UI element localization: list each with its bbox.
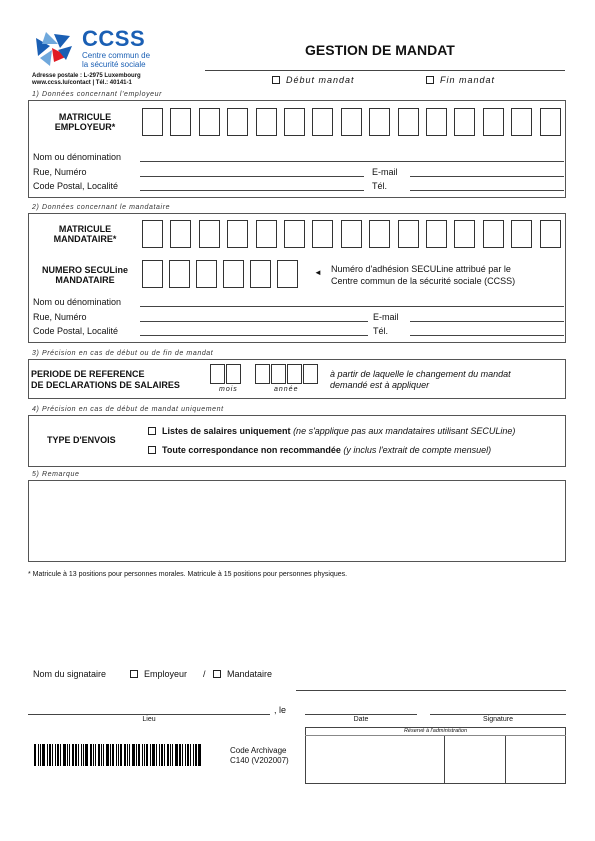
barcode-bar [112,744,114,766]
barcode-bar [85,744,88,766]
lieu-label: Lieu [142,716,156,723]
barcode-bar [159,744,160,766]
toute-correspondance-note: (y inclus l'extrait de compte mensuel) [343,445,492,455]
barcode-bar [152,744,155,766]
secuLine-label [33,265,137,285]
matricule-employeur-line1: MATRICULE [58,112,112,122]
lieu-field[interactable] [28,714,270,715]
admin-label: Réservé à l'administration [403,728,468,734]
logo-name: CCSS [82,26,146,51]
archive-line2: C140 (V202007) [230,756,289,765]
annee-digit-cell[interactable] [255,364,270,384]
remarque-field[interactable] [28,480,566,562]
matricule-mandataire-digit-cell[interactable] [341,220,362,248]
logo [32,28,157,72]
barcode-bar [172,744,173,766]
secuLine-digit-cell[interactable] [277,260,298,288]
matricule-employeur-digit-cell[interactable] [341,108,362,136]
s2-cp-label: Code Postal, Localité [33,326,119,336]
s1-rue-label: Rue, Numéro [33,167,87,177]
matricule-employeur-digit-cell[interactable] [256,108,277,136]
barcode-bar [55,744,56,766]
barcode-bar [124,744,126,766]
barcode-bar [187,744,189,766]
matricule-employeur-label [38,112,132,132]
matricule-employeur-digit-cell[interactable] [511,108,532,136]
logo-sub1: Centre commun de [82,51,151,60]
barcode-bar [156,744,157,766]
ccss-logo-icon [32,28,74,68]
mois-digit-cell[interactable] [210,364,225,384]
matricule-mandataire-digit-cell[interactable] [483,220,504,248]
barcode-bar [127,744,128,766]
barcode-bar [190,744,191,766]
signature-field[interactable] [430,714,566,715]
section2-label: 2) Données concernant le mandataire [32,204,171,211]
barcode-bar [83,744,84,766]
toute-correspondance-label: Toute correspondance non recommandée [162,445,341,455]
barcode-bar [101,744,102,766]
secuLine-digit-cell[interactable] [169,260,190,288]
barcode-bar [118,744,119,766]
barcode-bar [110,744,111,766]
debut-mandat-label: Début mandat [286,75,355,85]
address-line1: Adresse postale : L-2975 Luxembourg [32,73,141,79]
secuLine-note-line1: Numéro d'adhésion SECULine attribué par le [331,264,511,274]
listes-salaires-note: (ne s'applique pas aux mandataires utilisant SECULine) [293,426,516,436]
barcode-bar [49,744,51,766]
employeur-label: Employeur [144,669,188,679]
barcode-bar [52,744,53,766]
s1-nom-field[interactable] [140,161,564,162]
matricule-employeur-digit-cell[interactable] [199,108,220,136]
barcode-bar [42,744,45,766]
matricule-mandataire-digit-cell[interactable] [227,220,248,248]
footnote: * Matricule à 13 positions pour personnes morales. Matricule à 15 positions pour personnes physiques. [28,571,348,578]
matricule-mandataire-digit-cell[interactable] [199,220,220,248]
barcode-bar [185,744,186,766]
matricule-employeur-digit-cell[interactable] [454,108,475,136]
barcode-bar [144,744,145,766]
s2-tel-field[interactable] [410,335,564,336]
matricule-mandataire-digit-cell[interactable] [511,220,532,248]
debut-mandat-checkbox[interactable] [272,76,280,84]
barcode-bar [34,744,36,766]
barcode-bar [170,744,171,766]
secuLine-digit-cell[interactable] [142,260,163,288]
mois-label: mois [219,386,238,393]
barcode-bar [132,744,135,766]
debut-mandat-option[interactable] [272,75,355,85]
barcode-bar [98,744,100,766]
matricule-mandataire-digit-cell[interactable] [369,220,390,248]
barcode-bar [138,744,140,766]
matricule-mandataire-digit-cell[interactable] [142,220,163,248]
logo-sub2: la sécurité sociale [82,60,146,69]
annee-digit-cell[interactable] [287,364,302,384]
barcode-bar [120,744,122,766]
barcode-bar [136,744,137,766]
s1-cp-label: Code Postal, Localité [33,181,119,191]
periode-line2: DE DECLARATIONS DE SALAIRES [31,380,180,390]
archive-code [230,746,289,766]
admin-col-divider-2 [505,736,506,784]
barcode-bar [179,744,181,766]
barcode-bar [182,744,183,766]
secuLine-digit-cell[interactable] [223,260,244,288]
secuLine-note-line2: Centre commun de la sécurité sociale (CCSS) [331,276,516,286]
annee-digit-cell[interactable] [271,364,286,384]
s1-email-label: E-mail [372,167,398,177]
barcode-bar [75,744,77,766]
mandataire-label: Mandataire [227,669,273,679]
barcode-bar [161,744,163,766]
matricule-mandataire-digit-cell[interactable] [540,220,561,248]
s2-nom-field[interactable] [140,306,564,307]
barcode-bar [81,744,82,766]
barcode-bar [193,744,194,766]
periode-line1: PERIODE DE REFERENCE [31,369,145,379]
arrow-left-icon: ◄ [314,268,322,277]
barcode-bar [69,744,70,766]
periode-note-line2: demandé est à appliquer [330,380,430,390]
matricule-mandataire-line2: MANDATAIRE* [53,234,117,244]
matricule-employeur-digit-cell[interactable] [227,108,248,136]
employeur-checkbox[interactable] [130,670,138,678]
matricule-employeur-digit-cell[interactable] [170,108,191,136]
barcode-bar [40,744,41,766]
barcode-bar [60,744,61,766]
mois-digit-cell[interactable] [226,364,241,384]
section4-label: 4) Précision en cas de début de mandat uniquement [32,406,224,413]
mandataire-option[interactable] [213,669,272,679]
barcode-bar [57,744,59,766]
listes-salaires-label: Listes de salaires uniquement [162,426,291,436]
s2-tel-label: Tél. [373,326,389,336]
barcode-bar [78,744,79,766]
barcode-bar [167,744,169,766]
barcode-bar [195,744,197,766]
barcode-bar [146,744,148,766]
barcode-bar [95,744,96,766]
barcode-bar [164,744,165,766]
s2-rue-field[interactable] [140,321,368,322]
matricule-mandataire-digit-cell[interactable] [170,220,191,248]
annee-label: année [274,386,299,393]
listes-salaires-checkbox[interactable] [148,427,156,435]
s1-cp-field[interactable] [140,190,364,191]
periode-note [330,369,511,391]
s1-nom-label: Nom ou dénomination [33,152,122,162]
matricule-employeur-digit-cell[interactable] [426,108,447,136]
annee-digit-cell[interactable] [303,364,318,384]
matricule-employeur-line2: EMPLOYEUR* [54,122,116,132]
barcode-bar [93,744,94,766]
option-toute-correspondance[interactable] [148,445,491,455]
s2-nom-label: Nom ou dénomination [33,297,122,307]
le-label: , le [274,705,287,715]
matricule-mandataire-label [38,224,132,244]
signataire-name-field[interactable] [296,690,566,691]
type-envois-label: TYPE D'ENVOIS [47,435,116,445]
matricule-employeur-digit-cell[interactable] [369,108,390,136]
archive-line1: Code Archivage [230,746,287,755]
option-listes-salaires[interactable] [148,426,515,436]
s2-email-field[interactable] [410,321,564,322]
s1-rue-field[interactable] [140,176,364,177]
page-title: GESTION DE MANDAT [305,42,455,58]
toute-correspondance-checkbox[interactable] [148,446,156,454]
section3-label: 3) Précision en cas de début ou de fin de mandat [32,350,214,357]
signature-label: Signature [483,716,513,723]
title-underline [205,70,565,71]
slash-separator: / [203,669,206,679]
date-label: Date [353,716,369,723]
secuLine-line2: MANDATAIRE [55,275,115,285]
barcode-bar [198,744,201,766]
s2-cp-field[interactable] [140,335,368,336]
secuLine-digit-cell[interactable] [196,260,217,288]
s2-rue-label: Rue, Numéro [33,312,87,322]
date-field[interactable] [305,714,417,715]
matricule-mandataire-digit-cell[interactable] [398,220,419,248]
barcode [34,744,203,766]
fin-mandat-label: Fin mandat [440,75,496,85]
barcode-bar [38,744,39,766]
matricule-mandataire-digit-cell[interactable] [284,220,305,248]
periode-label [31,369,180,391]
admin-col-divider-1 [444,736,445,784]
barcode-bar [47,744,48,766]
fin-mandat-checkbox[interactable] [426,76,434,84]
matricule-employeur-digit-cell[interactable] [398,108,419,136]
secuLine-line1: NUMERO SECULine [41,265,128,275]
barcode-bar [67,744,68,766]
matricule-employeur-digit-cell[interactable] [483,108,504,136]
fin-mandat-option[interactable] [426,75,495,85]
barcode-bar [116,744,117,766]
signataire-label: Nom du signataire [33,669,107,679]
matricule-employeur-digit-cell[interactable] [312,108,333,136]
secuLine-note [331,263,515,287]
barcode-bar [90,744,92,766]
barcode-bar [142,744,143,766]
s1-tel-label: Tél. [372,181,388,191]
address-line2: www.ccss.lu/contact | Tél.: 40141-1 [32,80,132,86]
matricule-mandataire-line1: MATRICULE [58,224,112,234]
s1-email-field[interactable] [410,176,564,177]
barcode-bar [63,744,66,766]
barcode-bar [129,744,130,766]
secuLine-digit-cell[interactable] [250,260,271,288]
mandataire-checkbox[interactable] [213,670,221,678]
employeur-option[interactable] [130,669,187,679]
matricule-mandataire-digit-cell[interactable] [426,220,447,248]
barcode-bar [103,744,104,766]
matricule-employeur-digit-cell[interactable] [284,108,305,136]
matricule-mandataire-digit-cell[interactable] [256,220,277,248]
matricule-mandataire-digit-cell[interactable] [312,220,333,248]
barcode-bar [72,744,74,766]
barcode-bar [175,744,178,766]
s1-tel-field[interactable] [410,190,564,191]
matricule-employeur-digit-cell[interactable] [142,108,163,136]
matricule-mandataire-digit-cell[interactable] [454,220,475,248]
barcode-bar [150,744,151,766]
periode-note-line1: à partir de laquelle le changement du mandat [330,369,511,379]
barcode-bar [106,744,109,766]
matricule-employeur-digit-cell[interactable] [540,108,561,136]
s2-email-label: E-mail [373,312,399,322]
section5-label: 5) Remarque [32,471,80,478]
section1-label: 1) Données concernant l'employeur [32,91,163,98]
admin-header-divider [305,735,566,736]
